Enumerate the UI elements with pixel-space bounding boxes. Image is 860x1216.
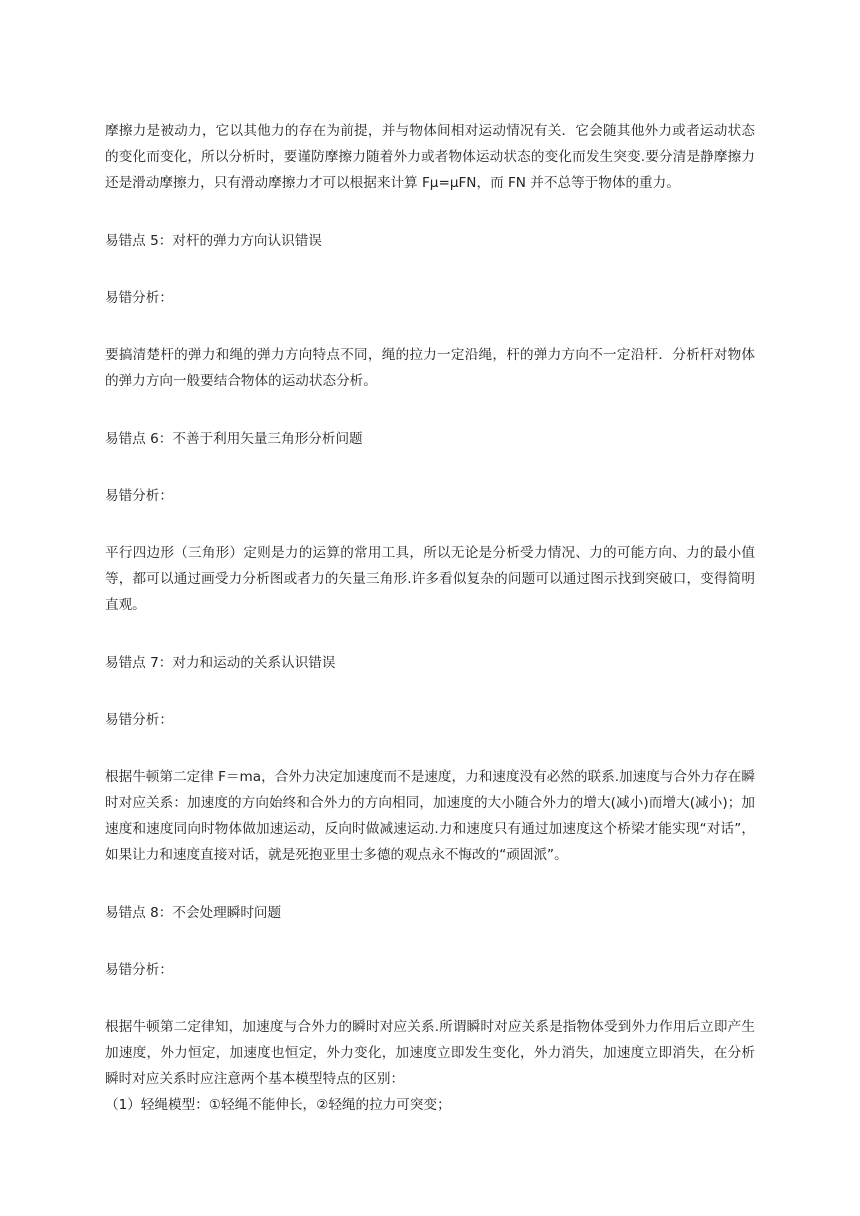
section-5-body: 要搞清楚杆的弹力和绳的弹力方向特点不同，绳的拉力一定沿绳，杆的弹力方向不一定沿杆．分析杆对物体的弹力方向一般要结合物体的运动状态分析。 (105, 347, 755, 389)
section-5-heading: 易错点 5：对杆的弹力方向认识错误 (105, 233, 322, 249)
section-5-analysis-label: 易错分析： (105, 290, 173, 306)
section-7-heading: 易错点 7：对力和运动的关系认识错误 (105, 655, 336, 671)
light-rope-model-item: （1）轻绳模型：①轻绳不能伸长，②轻绳的拉力可突变； (105, 1097, 451, 1113)
section-6-heading: 易错点 6：不善于利用矢量三角形分析问题 (105, 431, 363, 447)
section-8-body: 根据牛顿第二定律知，加速度与合外力的瞬时对应关系.所谓瞬时对应关系是指物体受到外力作用后立即产生加速度，外力恒定，加速度也恒定，外力变化，加速度立即发生变化，外力消失，加速度立即消失，在分析瞬时对应关系时应注意两个基本模型特点的区别： (105, 1019, 755, 1087)
document-body (105, 118, 755, 1118)
intro-paragraph: 摩擦力是被动力，它以其他力的存在为前提，并与物体间相对运动情况有关．它会随其他外力或者运动状态的变化而变化，所以分析时，要谨防摩擦力随着外力或者物体运动状态的变化而发生突变.要分清是静摩擦力还是滑动摩擦力，只有滑动摩擦力才可以根据来计算 Fμ=μFN，而 FN 并不总等于物体的重力。 (105, 123, 755, 191)
section-7-analysis-label: 易错分析： (105, 712, 173, 728)
section-6-body: 平行四边形（三角形）定则是力的运算的常用工具，所以无论是分析受力情况、力的可能方向、力的最小值等，都可以通过画受力分析图或者力的矢量三角形.许多看似复杂的问题可以通过图示找到突破口，变得简明直观。 (105, 545, 755, 613)
section-7-body: 根据牛顿第二定律 F＝ma，合外力决定加速度而不是速度，力和速度没有必然的联系.加速度与合外力存在瞬时对应关系：加速度的方向始终和合外力的方向相同，加速度的大小随合外力的增大(减小)而增大(减小)；加速度和速度同向时物体做加速运动，反向时做减速运动.力和速度只有通过加速度这个桥梁才能实现“对话”，如果让力和速度直接对话，就是死抱亚里士多德的观点永不悔改的“顽固派”。 (105, 769, 755, 863)
section-6-analysis-label: 易错分析： (105, 488, 173, 504)
section-8-heading: 易错点 8：不会处理瞬时问题 (105, 905, 282, 921)
section-8-analysis-label: 易错分析： (105, 962, 173, 978)
